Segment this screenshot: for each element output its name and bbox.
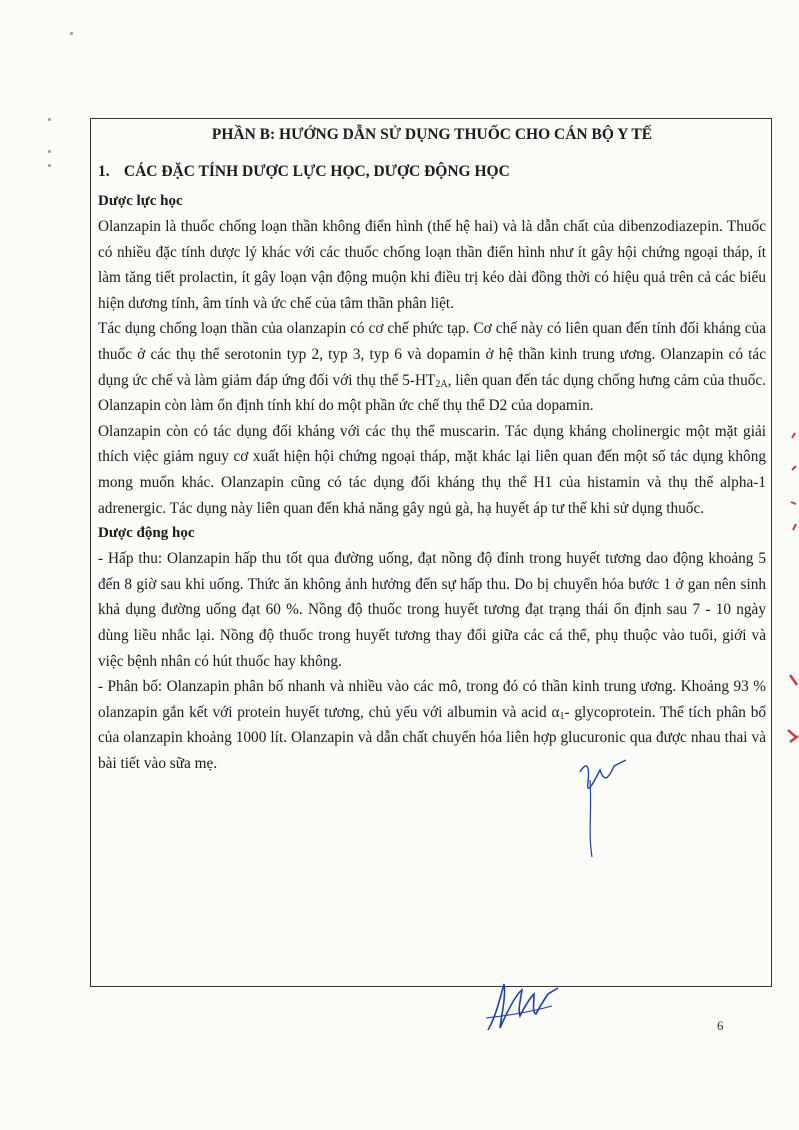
text-segment: , liên quan đến tác dụng chống hưng cảm của thuốc. Olanzapin còn làm ổn định tính khí do một phần ức chế thụ thể D2 của dopamin. (98, 371, 766, 415)
initials-mark (568, 752, 678, 862)
scan-speck (48, 164, 51, 167)
heading-number: 1. (98, 163, 110, 180)
stamp-edge-mark (778, 430, 799, 770)
scan-speck (48, 118, 51, 121)
subheading-pharmacodynamics: Dược lực học (98, 193, 183, 209)
heading-text: CÁC ĐẶC TÍNH DƯỢC LỰC HỌC, DƯỢC ĐỘNG HỌC (123, 163, 510, 180)
text-segment: - Phân bố: Olanzapin phân bố nhanh và nhiều vào các mô, trong đó có thần kinh trung ương. Khoảng 93 % olanzapin gắn kết với protein huyết tương, chủ yếu với albumin và acid α (98, 678, 766, 721)
paragraph-pk-absorption: - Hấp thu: Olanzapin hấp thu tốt qua đường uống, đạt nồng độ đỉnh trong huyết tương dao động khoảng 5 đến 8 giờ sau khi uống. Thức ăn không ảnh hưởng đến sự hấp thu. Do bị chuyển hóa bước 1 ở gan nên sinh khả dụng đường uống đạt 60 %. Nồng độ thuốc trong huyết tương đạt trạng thái ổn định sau 7 - 10 ngày dùng liều nhắc lại. Nồng độ thuốc trong huyết tương thay đổi giữa các cá thể, phụ thuộc vào tuổi, giới và việc bệnh nhân có hút thuốc hay không. (98, 550, 766, 670)
paragraph-pd-1: Olanzapin là thuốc chống loạn thần không điển hình (thế hệ hai) và là dẫn chất của dibenzodiazepin. Thuốc có nhiều đặc tính dược lý khác với các thuốc chống loạn thần điển hình như ít gây hội chứng ngoại tháp, ít làm tăng tiết prolactin, ít gây loạn vận động muộn khi điều trị kéo dài đồng thời có hiệu quả trên cả các biểu hiện dương tính, âm tính và ức chế của tâm thần phân liệt. (98, 218, 766, 312)
heading-pharmacology (98, 155, 766, 189)
paragraph-pd-2 (98, 316, 766, 418)
page-number: 6 (717, 1018, 724, 1033)
scan-speck (70, 32, 73, 35)
section-title: PHẦN B: HƯỚNG DẪN SỬ DỤNG THUỐC CHO CÁN BỘ Y TẾ (211, 126, 653, 143)
text-segment: Tác dụng chống loạn thần của olanzapin có cơ chế phức tạp. Cơ chế này có liên quan đến tính đối kháng của thuốc ở các thụ thể serotonin typ 2, typ 3, typ 6 và dopamin ở hệ thần kinh trung ương. Olanzapin có tác dụng ức chế và làm giảm đáp ứng đối với thụ thể 5-HT (98, 320, 766, 389)
subscript: 2A (435, 378, 448, 390)
subheading-pharmacokinetics: Dược động học (98, 525, 195, 542)
scan-speck (48, 150, 51, 153)
text-segment: - glycoprotein. Thể tích phân bố của olanzapin khoảng 1000 lít. Olanzapin và dẫn chất chuyển hóa liên hợp glucuronic qua được nhau thai và bài tiết vào sữa mẹ. (98, 703, 767, 772)
document-body (98, 118, 766, 776)
paragraph-pd-3: Olanzapin còn có tác dụng đối kháng với các thụ thể muscarin. Tác dụng kháng cholinergic một mặt giải thích việc giảm nguy cơ xuất hiện hội chứng ngoại tháp, mặt khác lại liên quan đến một số tác dụng không mong muốn khác. Olanzapin cũng có tác dụng đối kháng thụ thể H1 của histamin và thụ thể alpha-1 adrenergic. Tác dụng này liên quan đến khả năng gây ngủ gà, hạ huyết áp tư thế khi sử dụng thuốc. (98, 422, 766, 517)
signature-mark (482, 976, 564, 1036)
subscript: 1 (559, 710, 565, 722)
